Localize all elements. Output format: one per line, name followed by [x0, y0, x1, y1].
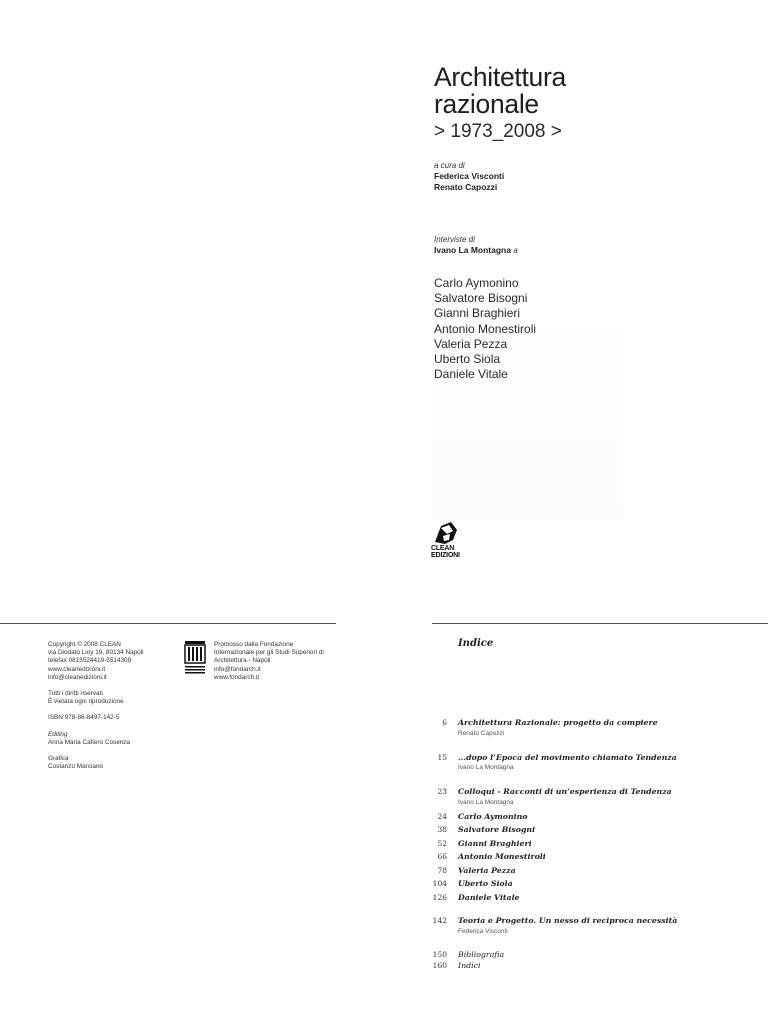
copyright-text: Copyright © 2008 CLEAN — [48, 641, 121, 648]
toc-page: 6 — [442, 718, 447, 727]
grafica-label: Grafica — [48, 755, 69, 763]
interviewee-name: Uberto Siola — [434, 352, 501, 367]
publisher-logo-line-1: CLEAN — [431, 545, 455, 552]
toc-author: Ivano La Montagna — [458, 798, 514, 806]
interviewer-line — [434, 245, 634, 256]
toc-author: Renato Capozzi — [458, 729, 505, 737]
editing-name: Anna Maria Cafiero Cosenza — [48, 738, 131, 746]
toc-author: Federica Visconti — [458, 927, 508, 935]
toc-title: Teoria e Progetto. Un nesso di reciproca necessità — [458, 916, 678, 925]
toc-title: Salvatore Bisogni — [458, 825, 536, 834]
toc-entry[interactable] — [420, 850, 740, 864]
publisher-web: www.cleanedizioni.it — [48, 665, 106, 673]
colophon — [48, 641, 178, 779]
toc-title: Antonio Monestiroli — [458, 852, 546, 861]
toc-page: 38 — [437, 825, 447, 834]
editors-block — [434, 160, 634, 193]
toc-entry[interactable] — [420, 823, 740, 837]
toc-author: Ivano La Montagna — [458, 764, 514, 771]
editor-name: Renato Capozzi — [434, 182, 498, 192]
publisher-info — [48, 641, 178, 682]
promo-line: Architettura - Napoli — [214, 657, 271, 665]
publisher-email: info@cleanedizioni.it — [48, 673, 107, 681]
edited-by-label: a cura di — [434, 161, 465, 170]
toc-page: 66 — [437, 852, 447, 861]
toc-title: Bibliografia — [458, 949, 505, 959]
toc-page: 126 — [432, 892, 447, 902]
toc-page: 23 — [437, 787, 447, 796]
rights-info — [48, 690, 178, 706]
grafica-name: Costanzo Marciano — [48, 763, 104, 771]
publisher-address: via Diodato Lioy 19, 80134 Napoli — [48, 649, 144, 657]
toc-title: Gianni Braghieri — [458, 838, 532, 848]
toc-entry[interactable] — [420, 914, 740, 928]
toc-page: 160 — [432, 960, 447, 970]
toc-entry[interactable] — [420, 877, 740, 891]
interviewee-name: Gianni Braghieri — [434, 306, 521, 321]
index-heading: Indice — [458, 638, 494, 649]
toc-page: 104 — [432, 879, 447, 888]
toc-entry[interactable] — [420, 716, 740, 730]
toc-entry[interactable] — [420, 891, 740, 905]
book-title-line-1: Architettura — [434, 62, 566, 92]
toc-title: ...dopo l’Epoca del movimento chiamato Tendenza — [458, 752, 677, 762]
promo-web: www.fondarch.it — [214, 673, 260, 681]
toc-entry[interactable] — [420, 960, 740, 971]
interviewee-name: Antonio Monestiroli — [434, 321, 537, 336]
toc-title: Daniele Vitale — [458, 892, 520, 902]
promotion-info — [214, 641, 334, 682]
interviewer-name: Ivano La Montagna — [434, 245, 511, 255]
rights-line: È vietata ogni riproduzione — [48, 698, 124, 706]
toc-title: Carlo Aymonino — [458, 811, 528, 821]
interviewee-name: Salvatore Bisogni — [434, 291, 528, 306]
interviewee-name: Valeria Pezza — [434, 336, 508, 351]
toc-entry[interactable] — [420, 810, 740, 824]
toc-entry[interactable] — [420, 785, 740, 799]
promo-line: Promosso dalla Fondazione — [214, 641, 294, 648]
fondazione-logo-icon — [184, 640, 206, 676]
promo-email: info@fondarch.it — [214, 665, 261, 673]
toc-entry[interactable] — [420, 837, 740, 851]
editing-credit — [48, 731, 178, 747]
toc-page: 142 — [432, 916, 447, 925]
toc-page: 150 — [432, 949, 447, 959]
publisher-logo-text — [431, 545, 460, 559]
rights-line: Tutti i diritti riservati — [48, 690, 103, 698]
toc-entry[interactable] — [420, 864, 740, 878]
book-title-line-2: razionale — [434, 89, 539, 119]
toc-page: 78 — [437, 865, 447, 875]
toc-title: Valeria Pezza — [458, 865, 516, 875]
isbn: ISBN 978-88-8497-142-5 — [48, 714, 120, 722]
editing-label: Editing — [48, 730, 68, 738]
toc-page: 15 — [437, 752, 447, 762]
table-of-contents — [420, 716, 740, 971]
divider-left — [0, 623, 336, 624]
toc-title: Indici — [458, 960, 481, 970]
book-years: > 1973_2008 > — [434, 121, 562, 142]
grafica-credit — [48, 755, 178, 771]
interviewer-suffix: a — [513, 246, 518, 255]
toc-page: 52 — [437, 838, 447, 848]
publisher-logo-line-2: EDIZIONI — [431, 552, 460, 559]
toc-title: Uberto Siola — [458, 879, 513, 888]
toc-page: 24 — [437, 811, 447, 821]
toc-title: Colloqui - Racconti di un’esperienza di Tendenza — [458, 787, 672, 796]
interviewees-list — [434, 276, 634, 382]
book-title — [434, 64, 674, 118]
interviews-label: Interviste di — [434, 235, 475, 244]
editor-name: Federica Visconti — [434, 171, 505, 181]
toc-entry[interactable] — [420, 751, 740, 765]
divider-right — [432, 623, 768, 624]
toc-title: Architettura Razionale: progetto da compiere — [458, 718, 658, 727]
interviewee-name: Carlo Aymonino — [434, 276, 519, 290]
promo-line: Internazionale per gli Studi Superiori di — [214, 649, 324, 657]
interviewee-name: Daniele Vitale — [434, 367, 508, 382]
toc-entry[interactable] — [420, 949, 740, 960]
interviews-block — [434, 234, 634, 256]
publisher-phone: telefax 0815524419-5514309 — [48, 657, 132, 665]
